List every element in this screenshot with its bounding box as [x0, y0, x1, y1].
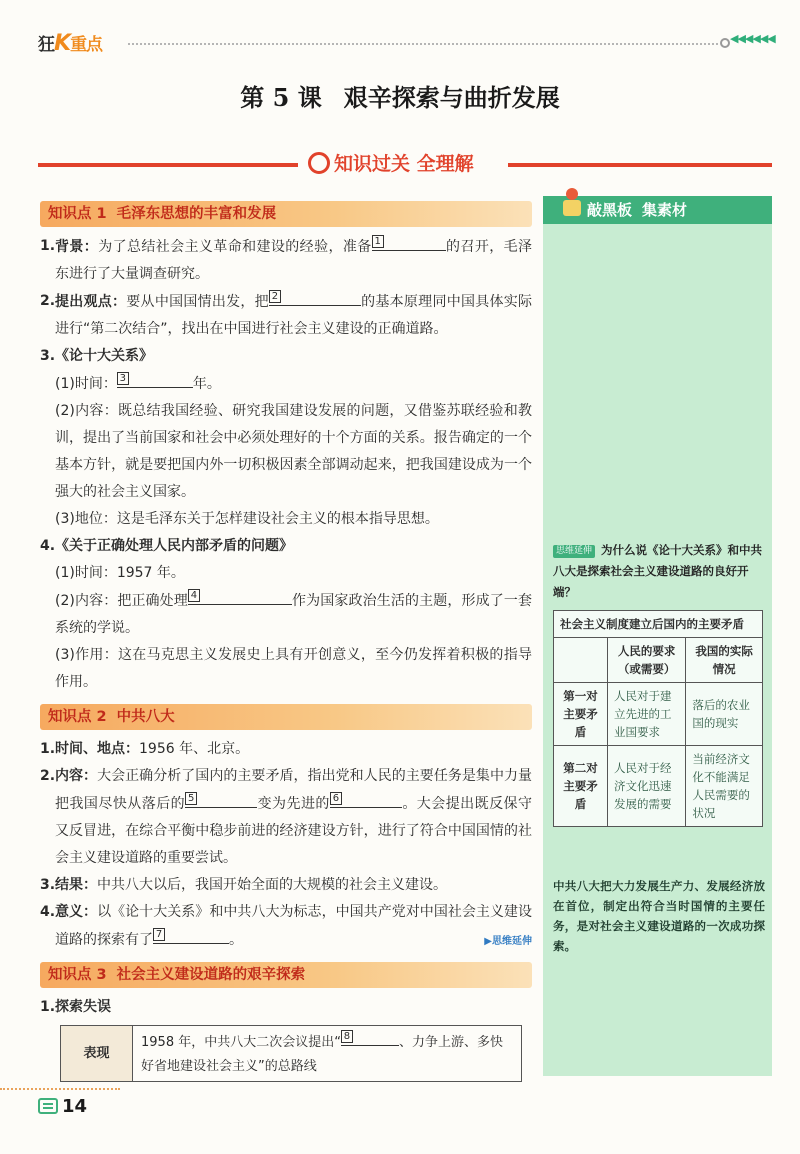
kp1-item-3-sub-1: (1)时间： 3 年。 — [40, 370, 532, 398]
section-banner — [38, 147, 772, 179]
kp2-item-1: 1. 时间、地点：1956 年、北京。 — [40, 741, 250, 757]
table-row-head: 第一对主要矛盾 — [554, 683, 608, 746]
brand-text-a: 狂 — [38, 35, 54, 55]
table-col-header: 我国的实际情况 — [686, 638, 763, 683]
table-cell: 1958 年，中共八大二次会议提出“ 8 、力争上游、多快好省地建设社会主义”的总路线 — [133, 1026, 522, 1082]
table-cell: 人民对于建立先进的工业国要求 — [608, 683, 686, 746]
kp1-item-3-sub-2: (2)内容：既总结我国经验、研究我国建设发展的问题，又借鉴苏联经验和教训，提出了当前国家和社会中必须处理好的十个方面的关系。报告确定的一个基本方针，就是要把国内外一切积极因素全部调动起来，把我国建设成为一个强大的社会主义国家。 — [55, 403, 532, 500]
kp1-item-3: 3. 《论十大关系》 — [40, 348, 153, 364]
header-dotted-line — [128, 43, 718, 45]
fill-blank-5[interactable]: 5 — [185, 790, 257, 808]
kp1-item-4-sub-1: (1)时间：1957 年。 — [55, 565, 185, 581]
teacher-icon — [561, 188, 583, 218]
side-panel — [543, 196, 772, 1076]
kp1-item-4-sub-2: (2)内容：把正确处理 4 作为国家政治生活的主题，形成了一套系统的学说。 — [40, 587, 532, 642]
footer-dotted-line — [0, 1088, 120, 1090]
kp1-item-2: 2. 提出观点：要从中国国情出发，把 2 的基本原理同中国具体实际进行“第二次结合”，找出在中国进行社会主义建设的正确道路。 — [40, 288, 532, 343]
table-row — [554, 683, 763, 746]
table-col-header: 人民的要求（或需要） — [608, 638, 686, 683]
side-summary: 中共八大把大力发展生产力、发展经济放在首位，制定出符合当时国情的主要任务，是对社会主义建设道路的一次成功探索。 — [553, 879, 765, 953]
page-number: 14 — [62, 1096, 88, 1117]
think-extend-link[interactable]: ▶思维延伸 — [484, 936, 532, 947]
fill-blank-4[interactable]: 4 — [188, 587, 292, 605]
side-title-a: 敲黑板 — [587, 201, 633, 219]
bus-icon — [38, 1098, 58, 1114]
fill-blank-8[interactable]: 8 — [341, 1028, 399, 1046]
lesson-number: 第 5 课 — [240, 83, 322, 112]
kp3-item-1: 1. 探索失误 — [40, 999, 111, 1015]
table-cell: 当前经济文化不能满足人民需要的状况 — [686, 746, 763, 827]
swirl-icon — [308, 152, 330, 174]
lesson-name: 艰辛探索与曲折发展 — [343, 83, 560, 112]
table-row — [61, 1026, 522, 1082]
table-row — [554, 638, 763, 683]
side-panel-header — [543, 196, 772, 224]
exploration-table — [60, 1025, 522, 1082]
banner-line-left — [38, 163, 298, 167]
lesson-title — [0, 78, 800, 113]
banner-line-right — [508, 163, 772, 167]
table-caption: 社会主义制度建立后国内的主要矛盾 — [554, 611, 763, 638]
table-cell: 落后的农业国的现实 — [686, 683, 763, 746]
brand-text-k: K — [54, 31, 71, 56]
main-column — [40, 197, 532, 1082]
table-row — [554, 746, 763, 827]
kp1-item-3-sub-3: (3)地位：这是毛泽东关于怎样建设社会主义的根本指导思想。 — [55, 511, 439, 527]
fill-blank-7[interactable]: 7 — [153, 926, 229, 944]
header-arrows-icon: ◀◀◀◀◀◀ — [730, 32, 775, 45]
kp2-item-3: 3. 结果：中共八大以后，我国开始全面的大规模的社会主义建设。 — [40, 877, 447, 893]
table-cell: 人民对于经济文化迅速发展的需要 — [608, 746, 686, 827]
banner-title: 知识过关 全理解 — [334, 153, 474, 175]
fill-blank-3[interactable]: 3 — [117, 370, 193, 388]
kp1-item-4: 4. 《关于正确处理人民内部矛盾的问题》 — [40, 538, 293, 554]
brand-logo — [38, 30, 102, 56]
table-row-head: 表现 — [61, 1026, 133, 1082]
table-row-head: 第二对主要矛盾 — [554, 746, 608, 827]
think-tag: 思维延伸 — [553, 545, 595, 558]
kp2-item-4: 4. 意义：以《论十大关系》和中共八大为标志，中国共产党对中国社会主义建设道路的探索有了 7 。 ▶思维延伸 — [40, 899, 532, 954]
kp1-item-4-sub-3: (3)作用：这在马克思主义发展史上具有开创意义，至今仍发挥着积极的指导作用。 — [55, 647, 532, 690]
kp2-item-2: 2. 内容：大会正确分析了国内的主要矛盾，指出党和人民的主要任务是集中力量把我国尽快从落后的 5 变为先进的 6 。大会提出既反保守又反冒进，在综合平衡中稳步前进的经济建设方针，进行了符合中国国情的社会主义建设道路的重要尝试。 — [40, 768, 533, 866]
knowledge-point-3-header: 知识点 3 社会主义建设道路的艰辛探索 — [40, 962, 532, 988]
think-question: 思维延伸 为什么说《论十大关系》和中共八大是探索社会主义建设道路的良好开端？ — [553, 543, 763, 599]
knowledge-point-1-header: 知识点 1 毛泽东思想的丰富和发展 — [40, 201, 532, 227]
kp1-item-1: 1. 背景：为了总结社会主义革命和建设的经验，准备 1 的召开，毛泽东进行了大量调查研究。 — [40, 233, 532, 288]
fill-blank-6[interactable]: 6 — [330, 790, 402, 808]
fill-blank-1[interactable]: 1 — [372, 233, 446, 251]
header-circle-icon — [720, 38, 730, 48]
brand-text-b: 重点 — [70, 35, 103, 55]
side-title-b: 集素材 — [642, 201, 688, 219]
knowledge-point-2-header: 知识点 2 中共八大 — [40, 704, 532, 730]
fill-blank-2[interactable]: 2 — [269, 288, 361, 306]
table-row — [554, 611, 763, 638]
contradiction-table — [553, 610, 763, 827]
